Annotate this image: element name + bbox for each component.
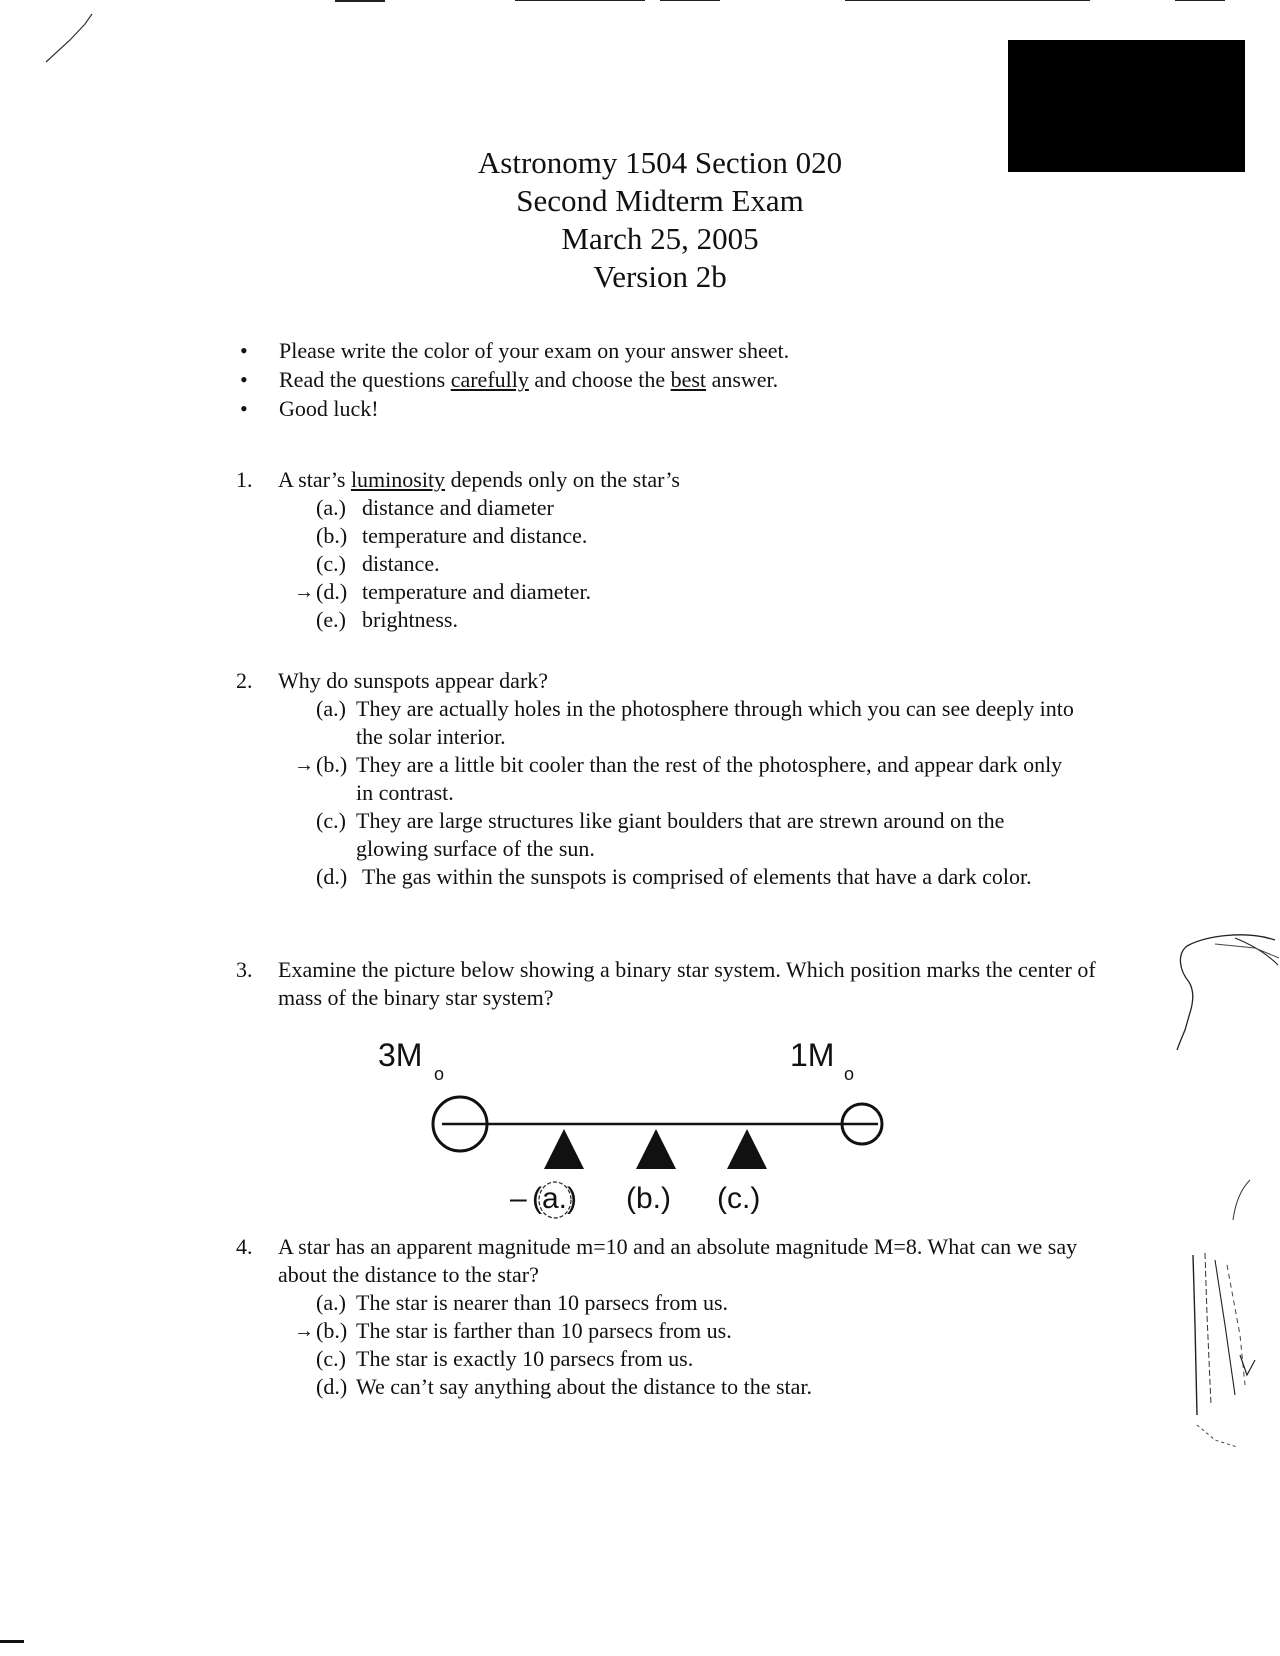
position-marker-a	[544, 1129, 584, 1169]
scan-line	[660, 0, 720, 1]
question-3	[236, 956, 1116, 1012]
right-mass-subscript: o	[844, 1064, 855, 1084]
option	[236, 550, 1116, 578]
option-label: (b.)	[316, 523, 348, 548]
left-mass-subscript: o	[434, 1064, 445, 1084]
emphasis-carefully: carefully	[450, 367, 529, 392]
option-label: (c.)	[316, 551, 346, 576]
option-text: brightness.	[362, 607, 458, 632]
instruction-text: Read the questions	[279, 367, 451, 392]
option-label: (a.)	[316, 495, 346, 520]
instruction-text: and choose the	[528, 367, 671, 392]
bullet: •	[240, 396, 248, 421]
option	[236, 606, 1116, 634]
scan-line	[1175, 0, 1225, 1]
exam-title: Second Midterm Exam	[516, 183, 804, 218]
exam-title-block	[0, 144, 1280, 296]
option-label: (a.)	[316, 696, 346, 721]
question-text: A star’s	[278, 467, 351, 492]
instruction-item	[240, 394, 789, 423]
course-title: Astronomy 1504 Section 020	[477, 145, 843, 180]
question-stem	[236, 667, 1116, 695]
instruction-item	[240, 336, 789, 365]
option-label: (d.)	[316, 579, 348, 604]
answer-arrow-mark: →	[294, 581, 314, 603]
question-number: 3.	[236, 957, 253, 982]
margin-scribble-lower	[1185, 1175, 1280, 1455]
options-list	[236, 494, 1116, 634]
option	[236, 1373, 1116, 1401]
option-label: (b.)	[316, 1318, 348, 1343]
option-selected	[236, 1317, 1116, 1345]
option	[236, 1289, 1116, 1317]
question-stem	[236, 1233, 1108, 1289]
answer-arrow-mark: →	[294, 1320, 314, 1342]
exam-date: March 25, 2005	[561, 221, 759, 256]
emphasis-luminosity: luminosity	[350, 467, 446, 492]
option	[236, 494, 1116, 522]
pen-mark: –	[510, 1182, 527, 1215]
answer-arrow-mark: →	[294, 754, 314, 776]
instruction-item	[240, 365, 789, 394]
question-number: 2.	[236, 668, 253, 693]
option	[236, 695, 1076, 751]
question-number: 4.	[236, 1234, 253, 1259]
position-marker-c	[727, 1129, 767, 1169]
instruction-text: Good luck!	[279, 396, 379, 421]
question-number: 1.	[236, 467, 253, 492]
question-text: Examine the picture below showing a binary star system. Which position marks the center of mass of the binary star system?	[278, 957, 1096, 1010]
option-label: (b.)	[316, 752, 348, 777]
question-text: depends only on the star’s	[445, 467, 680, 492]
emphasis-best: best	[670, 367, 707, 392]
position-label-b: (b.)	[626, 1182, 671, 1215]
option-text: distance and diameter	[362, 495, 554, 520]
option-label: (d.)	[316, 864, 348, 889]
option-text: They are a little bit cooler than the rest of the photosphere, and appear dark only in contrast.	[356, 752, 1063, 805]
scan-corner-mark	[0, 1640, 24, 1643]
instruction-text: Please write the color of your exam on your answer sheet.	[279, 338, 790, 363]
instruction-text: answer.	[706, 367, 779, 392]
right-mass-label: 1M	[790, 1037, 835, 1073]
option-text: They are actually holes in the photosphere through which you can see deeply into the solar interior.	[356, 696, 1074, 749]
bullet: •	[240, 367, 248, 392]
option-text: distance.	[362, 551, 440, 576]
scan-line	[845, 0, 1090, 1]
option	[236, 522, 1116, 550]
left-mass-label: 3M	[378, 1037, 423, 1073]
option-text: We can’t say anything about the distance to the star.	[356, 1374, 813, 1399]
options-list	[236, 1289, 1116, 1401]
option	[236, 807, 1076, 863]
option-label: (c.)	[316, 1346, 346, 1371]
question-text: Why do sunspots appear dark?	[278, 668, 549, 693]
question-1	[236, 466, 1116, 634]
pen-stroke-top-left	[40, 10, 100, 65]
position-label-c: (c.)	[717, 1182, 761, 1215]
option-text: The star is exactly 10 parsecs from us.	[356, 1346, 694, 1371]
question-stem	[236, 956, 1098, 1012]
option-text: The star is farther than 10 parsecs from us.	[356, 1318, 732, 1343]
option-selected	[236, 578, 1116, 606]
position-label-a: (a.)	[532, 1182, 577, 1215]
question-2	[236, 667, 1116, 891]
option-label: (e.)	[316, 607, 346, 632]
question-text: A star has an apparent magnitude m=10 and an absolute magnitude M=8. What can we say about the distance to the star?	[278, 1234, 1078, 1287]
margin-scribble-upper	[1175, 930, 1280, 1055]
scan-line	[515, 0, 645, 1]
option-label: (c.)	[316, 808, 346, 833]
option-text: temperature and distance.	[362, 523, 588, 548]
option-text: The star is nearer than 10 parsecs from us.	[356, 1290, 729, 1315]
exam-version: Version 2b	[593, 259, 727, 294]
option-text: The gas within the sunspots is comprised of elements that have a dark color.	[362, 864, 1032, 889]
option-text: They are large structures like giant boulders that are strewn around on the glowing surface of the sun.	[356, 808, 1005, 861]
option-text: temperature and diameter.	[362, 579, 592, 604]
instructions-list	[240, 336, 789, 423]
position-marker-b	[636, 1129, 676, 1169]
option-label: (a.)	[316, 1290, 346, 1315]
bullet: •	[240, 338, 248, 363]
option-label: (d.)	[316, 1374, 348, 1399]
scan-line	[335, 0, 385, 2]
question-stem	[236, 466, 1116, 494]
option	[236, 1345, 1116, 1373]
options-list	[236, 695, 1076, 891]
binary-star-diagram	[360, 1030, 920, 1230]
option-selected	[236, 751, 1076, 807]
option	[236, 863, 1076, 891]
question-4	[236, 1233, 1116, 1401]
